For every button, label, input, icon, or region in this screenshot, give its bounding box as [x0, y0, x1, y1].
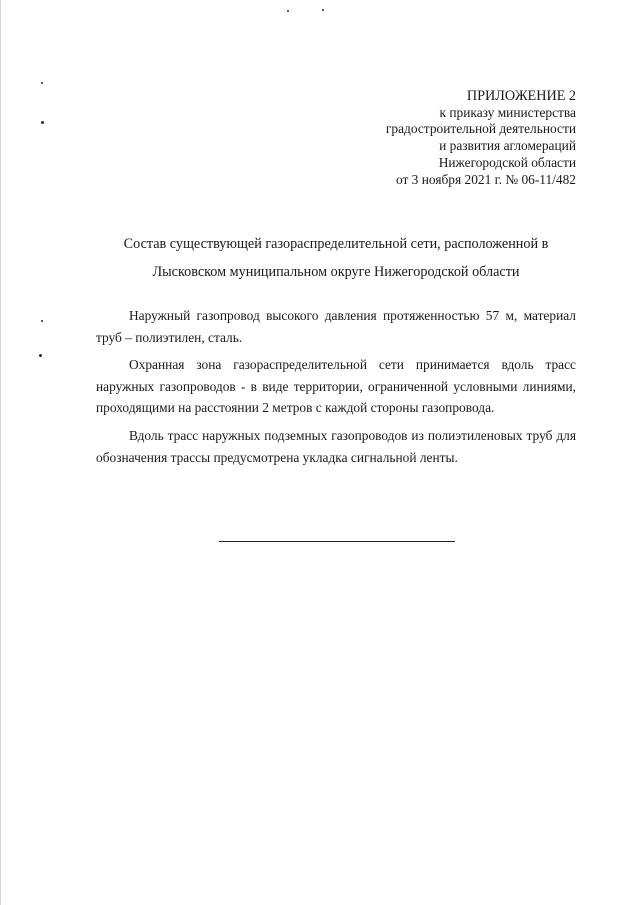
document-title: [96, 230, 576, 286]
document-body: [96, 305, 576, 474]
scan-speck: [41, 82, 43, 84]
approval-line: Нижегородской области: [438, 154, 576, 170]
paragraph: Наружный газопровод высокого давления протяженностью 57 м, материал труб – полиэтилен, сталь.: [96, 308, 576, 345]
scan-speck: [322, 9, 324, 11]
closing-divider: [219, 541, 455, 542]
approval-block: [386, 88, 576, 188]
scan-speck: [287, 10, 289, 12]
approval-line: к приказу министерства: [439, 104, 576, 120]
scan-speck: [39, 354, 42, 357]
paragraph: Охранная зона газораспределительной сети принимается вдоль трасс наружных газопроводов - в виде территории, ограниченной условными линиями, проходящими на расстоянии 2 метров с каждой стороны газопровода.: [96, 357, 576, 416]
title-line: Лысковском муниципальном округе Нижегородской области: [152, 264, 520, 280]
approval-line: и развития агломераций: [439, 138, 576, 154]
scan-speck: [41, 121, 44, 124]
approval-line: градостроительной деятельности: [385, 121, 576, 137]
title-line: Состав существующей газораспределительной сети, расположенной в: [123, 236, 549, 252]
approval-date-number: от 3 ноября 2021 г. № 06-11/482: [395, 171, 576, 187]
appendix-heading: ПРИЛОЖЕНИЕ 2: [466, 88, 576, 104]
paragraph: Вдоль трасс наружных подземных газопроводов из полиэтиленовых труб для обозначения трассы предусмотрена укладка сигнальной ленты.: [96, 427, 576, 465]
scan-speck: [41, 320, 43, 322]
